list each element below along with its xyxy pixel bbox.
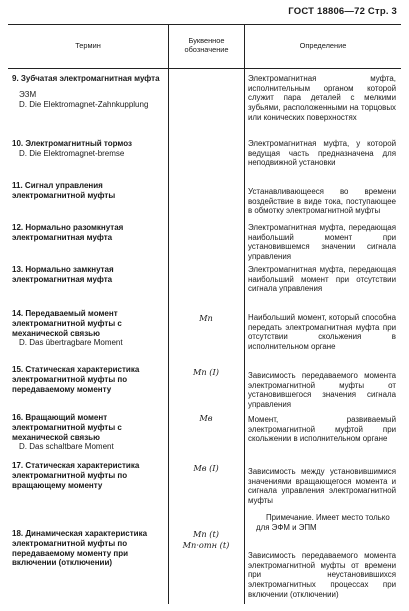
symbol-cell-secondary: Mп·отн (t)	[182, 540, 230, 550]
note-text: Примечание. Имеет место только для ЭФМ и ЭПМ	[256, 513, 390, 532]
column-header-definition: Определение	[299, 40, 347, 50]
term-number: 14.	[12, 309, 24, 318]
term-number: 18.	[12, 529, 24, 538]
term-name: Статическая характеристика электромагнитной муфты по вращающему моменту	[12, 461, 140, 490]
term-name: Зубчатая электромагнитная муфта	[20, 74, 160, 83]
term-cell	[12, 461, 170, 490]
term-number: 17.	[12, 461, 24, 470]
term-cell	[12, 139, 170, 159]
page-header: ГОСТ 18806—72 Стр. 3	[288, 6, 397, 17]
definition-cell: Наибольший момент, который способна передать электромагнитная муфта при отсутствии скольжения в исполнительном органе	[248, 313, 396, 351]
terms-table	[8, 24, 401, 604]
term-number: 12.	[12, 223, 24, 232]
term-name: Нормально разомкнутая электромагнитная муфта	[12, 223, 124, 242]
term-number: 11.	[12, 181, 23, 190]
term-cell	[12, 181, 170, 201]
symbol-cell: Mп (I)	[193, 367, 219, 377]
term-foreign-equivalent: D. Die Elektromagnet-bremse	[19, 148, 125, 158]
definition-cell: Зависимость между установившимися значениями вращающегося момента и сигнала управления электромагнитной муфты	[248, 467, 396, 505]
term-cell	[12, 365, 170, 394]
term-cell	[12, 529, 170, 568]
column-header-symbol: Буквенное обозначение	[184, 36, 229, 54]
term-abbreviation: ЭЗМ	[19, 89, 37, 99]
column-header-term: Термин	[75, 40, 101, 50]
term-number: 9.	[12, 74, 19, 83]
symbol-cell: Mв	[199, 413, 213, 423]
term-foreign-equivalent: D. Das schaltbare Moment	[19, 442, 114, 452]
symbol-cell: Mв (I)	[193, 463, 219, 473]
symbol-cell: Mп (t)	[193, 529, 219, 539]
term-cell	[12, 413, 170, 452]
term-name: Статическая характеристика электромагнитной муфты по передаваемому моменту	[12, 365, 140, 394]
definition-cell: Электромагнитная муфта, передающая наибольший момент при установившемся значении сигнала управления	[248, 223, 396, 261]
term-cell	[12, 223, 170, 243]
term-number: 13.	[12, 265, 24, 274]
term-cell	[12, 74, 170, 109]
column-divider	[244, 24, 245, 604]
term-cell	[12, 309, 170, 348]
term-number: 16.	[12, 413, 24, 422]
term-name: Динамическая характеристика электромагнитной муфты по передаваемому моменту при включении (отключении)	[12, 529, 148, 568]
term-name: Вращающий момент электромагнитной муфты с механической связью	[12, 413, 122, 442]
symbol-cell: Mп	[199, 313, 213, 323]
definition-cell: Электромагнитная муфта, исполнительным органом которой служит пара деталей с мелкими зубьями, расположенными на торцовых или конических поверхностях	[248, 74, 396, 122]
term-name: Передаваемый момент электромагнитной муфты с механической связью	[12, 309, 122, 338]
term-foreign-equivalent: D. Die Elektromagnet-Zahnkupplung	[19, 99, 149, 109]
term-name: Нормально замкнутая электромагнитная муфта	[12, 265, 114, 284]
term-number: 15.	[12, 365, 24, 374]
definition-cell: Электромагнитная муфта, у которой ведущая часть предназначена для неподвижной установки	[248, 139, 396, 168]
definition-cell: Момент, развиваемый электромагнитной муфтой при скольжении в исполнительном органе	[248, 415, 396, 444]
term-foreign-equivalent: D. Das übertragbare Moment	[19, 338, 123, 348]
term-name: Электромагнитный тормоз	[25, 139, 132, 148]
definition-cell: Устанавливающееся во времени воздействие в виде тока, поступающее в обмотку электромагнитной муфты	[248, 187, 396, 216]
definition-cell: Зависимость передаваемого момента электромагнитной муфты от установившегося значения сигнала управления	[248, 371, 396, 409]
term-name: Сигнал управления электромагнитной муфты	[12, 181, 116, 200]
table-header-rule	[8, 68, 401, 69]
term-number: 10.	[12, 139, 24, 148]
definition-cell: Электромагнитная муфта, передающая наибольший момент при отсутствии сигнала управления	[248, 265, 396, 294]
definition-cell: Зависимость передаваемого момента электромагнитной муфты от времени при неустановившихся электромагнитных процессах при включении (отключении)	[248, 551, 396, 599]
term-cell	[12, 265, 170, 285]
